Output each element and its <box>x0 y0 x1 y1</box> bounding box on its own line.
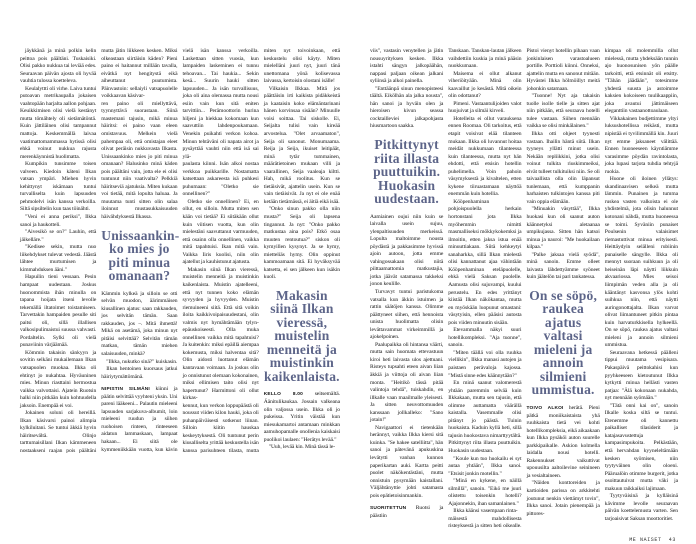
paragraph-text: Turvavyt tuntui paristukoma vatsalla kun äkkin istuimen ja rattin säätöjen kanssa. Olimme päättyneet siihen, että hennoista unista huolimatta olisin levättavammat virkeimmillä ja ajokelpoinen. <box>370 288 444 341</box>
magazine-name: ME NAISET <box>629 537 662 543</box>
paragraph-text: Ilkan hentoinen kuorsaus jatkui häiriytymättömänä. <box>101 366 178 380</box>
body-paragraph <box>527 405 600 480</box>
body-paragraph <box>370 505 443 520</box>
paragraph-text: "Palke jaksaa vielä syödä", minä sanoin. Emme olleet laivasta lähdettyämme syöneet kuin jäätelön tai pari tankatessa. <box>526 251 600 281</box>
body-paragraph <box>264 206 340 281</box>
paragraph-text: Maisema ei ollut alkanut viheriöityään. Minä olin kaavaillut jo kesästä. Mitä oikein olin odottanut? <box>448 70 522 100</box>
paragraph-text: "Aivesikö se on?" Lauhin, että jäikelläre." <box>20 229 97 243</box>
body-paragraph <box>605 350 678 403</box>
body-paragraph <box>605 493 678 523</box>
body-paragraph <box>448 116 521 199</box>
paragraph-text: jäykkänä ja minä polkin kelin peittoa pois päältäni. Tuskaisiki. Olisi pakko nukkua tai leviää edes. Seuraavan päivän ajosta oli hyvää vauhtia tulossa koetteleva. <box>20 48 97 85</box>
body-paragraph <box>448 199 521 327</box>
pull-quote: Unissaankinko mies jo piti minua omanaan? <box>101 227 180 284</box>
paragraph-text: Huone oli iloinen yllätys: skandinaavisen selkeä mutta lämmin. Punainen ja tumma ruskea vasten valkoista ei ole yhdistelmä, jota olisin halunnut kotonani nähdä, mutta huoneessa se toimi. Syväniin punaiset Poulsenin valaisimet riemastuttivat minua erityisesti. Heittäydyin selälleni rubiinin punaiselle sängylle. Ilkka oli mennyt suoraan suihkuun ja oli heiseinän läpi näytti liikkuin akvaariossa. Mies seisoi liimpimän veden alla ja oli kääntänyt kasvonsa ylös kohti suihkua niin, että näytti auringonottajalta. Ilkan varvat olivat liimantuneet pitkin pintaa kuin harvaturkkisella hylkeellä. On se söpö, raukea ajatus valtasi mieleni ja annoin silmieni ummistua. <box>604 176 678 349</box>
paragraph-text: "Minä en kykene, en näillä silmillä", sanoin. "Eikö me juuri olistettu toisenkin hotelli? Ajajonnekin, ihan samanlainen." <box>448 478 522 507</box>
body-paragraph <box>448 327 521 350</box>
body-paragraph <box>20 350 96 410</box>
body-paragraph <box>605 116 678 176</box>
body-paragraph <box>527 93 600 131</box>
body-paragraph <box>448 350 521 380</box>
body-paragraph <box>448 71 521 101</box>
paragraph-text: seitsemältä. Äänitulikaukaa. Jossain valkeana olin valjossa usein. Ilkka oli jo pukeissa. Yritin väistää kun miesukamartoi antamaan minkkan aamuhopamalle onollenia kaiskaisi puolikoi laulaen: "Herätys levää." <box>263 391 340 443</box>
body-paragraph <box>527 480 600 518</box>
paragraph-text: ren paino oli miellyttävä, tyynnyttävä suorastaan. Siinä mastemani tajusin, mikä minua häiritsi: ei paino vaan eleen omistavuus. Melkein vielä pahempaa oli, että omistajan eleet olivat peräisin nukkuvasta Ilkasta. Unissaankinko mies jo piti minua omanaan? Halusinko minä käden pois päältäni vain, jotta ele ei olisi tuntunut niin vaativalta? Pelkkiä häiritseviä ajatuksia. Miten kukaan voi tietää, mitä lopulta haluaa. Ja muutama tunti sitten olin salaa iloinnut mustasukkaisuuden häivähdyksestä Ilkassa. <box>101 100 178 221</box>
body-paragraph <box>448 48 521 71</box>
paragraph-text: viis", vastasin venytellen ja jätin nousuyrityksen kesken. Ilkka istahti sängyn jalkopäähän, nappasi paljaan oikean jalkani syliinsä ja alkoi painella. <box>370 48 444 85</box>
paragraph-text: mäisestä mahdollisesta risteyksestä ja sitten heti oikealle. Pistoi vienyt hotellin pihaan vaan jonkinlaisen varastoalueen portille. Porttioli kiinni. Onneksi, ajattelin mutta en sanonut mitään. Hyvästei Ilkka hölmöillyt meitä johonkin satamaan. <box>448 48 600 530</box>
body-paragraph <box>183 199 259 267</box>
pull-quote: Pitkittynyt riita illasta puuttuikin. Huokasin uudestaan. <box>373 137 441 207</box>
body-paragraph <box>101 291 177 359</box>
paragraph-text: "Näiden konttoreiden ja kartioiden parissa on arkkitehti joutunut nenkin viettämyt tovin", Ilkka sanoi. Jotain pienempää ja pittores- <box>526 480 600 517</box>
paragraph-text: Kumpikin tunsimme toisen valveen. Kiedoin käteni Ilkan vatsan ympäri. Miehen hyvin kehittynyt iskämaan tuntui turvalliselta kuin lapsuuden pehmolelvi isän kanssa verkoilla. Siltä sipsiltelin kun taas töinähti. <box>20 161 97 213</box>
paragraph-text: "Kedisee sekin, mutta nuo liikehdykset tulevat vedestä. Jäästä lähtee murtumisen ja kimmahduksen ääni." <box>20 244 97 273</box>
body-paragraph <box>527 252 600 282</box>
paragraph-text: Kömmin takaisin sänkyyn ja sovitin selkäni mukailemaan Ilkan vatsapuolen muokaa. Ilkka oli ehtinyt jo nukahtaa. Hyväuninen mies. Minun riasttaini hermostua vaikka valvottaisi. Ajatein Ruotsin halki niin pitkään kuin kohtuudella jaksoin. Enempää ei voi. <box>20 349 97 409</box>
paragraph-text: Vilkaisin Ilkkaa. Mitä jos päättäisin irti kaikista pidäkkeistä ja kaataisin koko elämäntarinani hänen korvinsaa sisään? Minuulle voisi soittaa. Tai siskolle. Ei, Seijalta tulisi vain kireää arvostelua. "Olet arvaamaton", Seija oli sanonut. Monumaama. Reija ja Seija, ikuiset leitipäät, minä tytär tummainen, määrätietoinen mukaan villi ja vaarallinen, Seija vaaleaja kiltti. Hah, mikä roolitus. Kun se tietäisivät, ajattelin usein. Kun se vain tietäisivät. Ja nyt ei ole enää ketään tietämässä, ei äitiä eikä isää. <box>263 85 340 205</box>
paragraph-text: "Tuonne! Nyt aja takaisin tuolle isolle tielle ja sitten ajat niin pitkään, että seuraava hotelli tulee vastaan. Siihen mennään vaikka se olisi minkälainen." <box>526 93 600 130</box>
body-paragraph <box>101 366 177 381</box>
body-paragraph <box>370 289 443 342</box>
paragraph-text: Hotelleita ei ollut varauksena ennen Roomaa. Oli tarkoitus, että etapit voisivat elää tilanteen mukaan. Ilkka oli luvannut hoitaa meidät nukkumaan tilanteessa kuin tilanteessa, mutta nyt hän ehdotti, että etsisin hotellin puhelimella. Voin pahoin väsymyksestä ja kivaltelen, etten kykene tiiruastamaan näyttöä enemmän kuin hotellia. <box>448 115 522 198</box>
paragraph-text: Aamiainen oujui niin kuin se laivalla usein sujuu, ylenpaltisuuden merkeissä. Lopulta maltoimme nousta pöydästä ja pakkasimme hyvissä ajoin autoon, jotta emme vahingossakaan olisi niitä piittaamattomia matkustajia, jotka jäävät satamassa takkeksi jonon keulille. <box>370 213 444 288</box>
paragraph-text: Seuraavana hetkessä päälleni tippui muutama vesipisara. Pakaspäivä peittokahisi kun pyyhkeeseen kietoutunut Ilkka kytkytti minua hellästi vasten patjaa: "Älä kokonaan nukahda, nyt mennään syömään." <box>604 349 678 402</box>
body-paragraph <box>370 425 443 500</box>
paragraph-text: Kämmin kylkeä ja silloin se otti selvän muodon, äärimmäisen kiusallinen ajatus: saan rakkauden, jos selvitän tämän. Saan rakkauden, jos –. Mitä ihmettä! Mikä on asetämä, joka minun nyt pitäisi selvittää? Selvitän tämän matkan, tämän miehen salaisuuden, minkä? <box>101 290 178 357</box>
left-page <box>20 48 340 456</box>
body-paragraph <box>20 214 96 229</box>
paragraph-text: "Tätä onni kai on", sanoin Ilkalle koska siltä se tuntui. Etenemme oli kannettu paikalliset tilasiderit ja katajasavustettuja kampasimpukoita. Pelkästään, että hervahdan kyyneleltämään kesken syömisen, niin tyytyväinen olin oloeni. Päärualöin otimme burgerit, jotka osoittautuivat mutta väki ja makuun raikkaiksi lajimaan. <box>604 402 678 492</box>
paragraph-text: Paalupaikka oli hintansa väärti, mutta sain huomata ettevastuun kiroi heti laivasta ulos ajettuani. Risteys tupsahti eteen aivan liian äkkiä ja viittoja oli aivan liian monta. "Heitikö tässä pitää valintoja tehdä", tuiskahdin, en illkalle vaan maailmalle yleisesti. Ja sitten neuvottomuuden kanssaan jollkalleko: "Sano jotain!" <box>370 341 444 424</box>
body-paragraph <box>20 161 96 214</box>
body-paragraph <box>264 86 340 207</box>
pull-quote: On se söpö, raukea ajatus valtasi mieleni ja annoin silmieni ummistua. <box>529 287 598 398</box>
paragraph-text: Keulalyttti oli virhe. Laiva tuntui putoavan metrikaupalla jokaisen vaahtopään harjalta aallon pohjaan. Keuikkimisen olisi vielä kestänyt mutta tömähtely oli sietämätöntä. Kuin jättiläinen olisi tampannut mattoja. Keskemmällä laivaa vaatimattomammassa hytissä olisi ehkä voinut nukkua rajusta merenkäynnistä huolimatta. <box>20 85 97 160</box>
paragraph-text: paulasta kiinni. Isän alkoi nostaa verkkoa puikkarille. Nostamatta katsettaan askareesta isä puhkesi puhumaan: "Oletko sie onnellinen?" <box>182 161 259 198</box>
paragraph-text: Tyytyväisinä ja kylläisinä kävimme levolle seuraavan päivän koettelemusta varten. Sen tarjoaisivat Saksan moottoritiet. <box>604 493 678 522</box>
paragraph-text: Tanskaan. Tanskan-lautan jälkeen vaihdettiin kuskia ja minä pääsin nuokkumaan. <box>448 48 522 70</box>
body-paragraph <box>448 456 521 479</box>
paragraph-text: Hapuilin tieni vessaan. Pesin hampaat uudestaan. Joskus huonommista ihän minulla on tapana hoijata itseni levolle tekemällä iltatoimet toistamiseen. Tarvettakin hampaiden pesulle siti paitsi oli, sillä illallisen valkosipulimaistui suussa vahvasti. Pordaltelin. Sylki oli vielä punaviinin värjäämää. <box>20 274 97 349</box>
body-paragraph <box>183 267 259 403</box>
body-paragraph <box>101 101 177 222</box>
paragraph-text: Ruotsi ja päästiin <box>370 505 444 519</box>
body-paragraph <box>370 214 443 289</box>
body-paragraph <box>605 48 678 116</box>
body-paragraph <box>370 48 443 86</box>
body-paragraph <box>183 161 259 199</box>
paragraph-text: "Koule kun tuo huokailu ei syt autaa yhtään", Ilkka sanoi. "Etsisit jonkin motellin." <box>448 455 522 477</box>
paragraph-text: Ilkka käänsi vasempaan rinta- <box>453 508 518 515</box>
body-paragraph <box>20 274 96 349</box>
paragraph-text: kennut, kun verkon loppupäästä oli noussut viiden kilon hauki, joka oli puhanpäiväisesti sotkenut liinan. Silloin kiitin hauskaa keskeytyksestä. Oli tuntunut perin kiusalliselta yrittää keskustella isän kanssa parisuhteen tilasta, mutta miten nyt toivoinkaan, että keskustelu olisi käyty. Miten mielelläni juuri nyt, juuri tänä unettomana yönä kolisevassa laivassa, kertoisin olostani isälle! <box>182 48 340 454</box>
body-paragraph <box>527 131 600 206</box>
paragraph-text: "Ilkka, nukutko sinä?" kuiskasin. <box>106 358 178 365</box>
right-page-text-flow <box>370 48 678 531</box>
body-paragraph <box>448 508 521 516</box>
run-in-heading: TOIVO ALKOI <box>526 405 564 411</box>
paragraph-text: Ilkka otti ohjeet tyynesti vastaan. Ihailin häntä siitä. Ilkan tyyneys yllätti minut usein. Nekään repliikkini, jotka olisi voinut tulkita riuskimmeiksi, eivät tulleet tulkituiksi niin. Se oli taivaallista olla olin läpansut tunlemaan, että kumppanin harhaisten tulkintojen kanssa piti vain oppia elämään. <box>526 131 600 205</box>
paragraph-text: Navigaattori ei tietenkään herännyt, vaikka Ilkka kiersi sitä kuinka. "Se hakee satelliitta", hän sanoi ja pätevänä apukuskina levätytti vanhan kunnon paperikartan auki. Kartta peitti puolet näkökentästäni, mutta onnistuin pysymään kaistallani. Väljähtänyttie johti satamasta pois epätietoisinmankin. <box>370 424 444 499</box>
run-in-heading: SUORITETTUN <box>370 506 407 512</box>
paragraph-text: Vikkakainen budjettimme yltyi luksushotellissa reikästi, mutta nipistää ei tyvilimmällä kin. Juuri nyt emme jaksaneet välittää. Ennen huoneeseen käyntiämme varasimme pöydän ravintolasta, joka lupasi tarjota tuhdia tehtyjä ruokia. <box>604 115 678 175</box>
paragraph-text: Makasin siinä Ilkan vieressä, muistelin menneitä ja muistinkin kaikenlaista. Muistin ajatelleeni, että nyt tunnen koko elämän syvyyden ja hyvyyden. Muistin riemuineeni siitä. Että sitä voikin iloita kaikkivoipaisuudestani, olin valmis nyt hymähtämään tylyn-epäuskoiseesti. Olla muka onnellinen vaikka mitä tapahtuisi? Ja kuitenkin: miksi epäillä aiempaa kokemusta, miksi halventaa sitä? Olin aidosti luottanut elämän kantavaan voimaan. Ja joskus olin jo onnistunut olemaan kokonainen, miksi ellimisen taito olisi nyt hapertunut? Harmittoni oli ollut kirkas- <box>182 266 259 402</box>
paragraph-text: Kööpenhaminan pohjoispuolella herkain hortonstani jota Ilkka myöhemmin nimitti masmalliseksi mökkykokemksi ja ilmoitin, etten jaksa istua enää minuuttiakaan. Siitä kehkeytyi sanaharkka, sillä Ilkan mielestä olisi kannattanut ajaa vähintään Kööpenhaminan eteläpuolelle, ehkä vielä Saksan puolelle. Aamusta olisi sujuvampi, kuului perustelu. En edes yrittänyt kiistää Ilkan näkökantaa, mutta en myöskään luopunut omastani: väsytyisin, ellen pääsisi autosta pois viiden minuutin sisään. <box>448 198 522 326</box>
paragraph-text: Jokainen soluni oli hereillä. Ilkan käsivarsi painoi alimpia kylkiluitani. Se tuntui äkkiä hyvin häiritsevältä. Olinjo tarttumaisillani Ilkan kämmeneen nostaakseni raajan pois päältäni mutta jätin liikkeen kesken. Miksi olkeastaan siirtäisin käden? Pieni paino ei haitannut millään tavalla, eivätkä nyt hengitystä eikä aiheuttanut puutumista. Päinvastoin: sellaiyli vatsapuolelle voikkaavan käsivar- <box>20 48 178 454</box>
body-paragraph <box>20 244 96 274</box>
body-paragraph <box>20 229 96 244</box>
body-paragraph <box>370 342 443 425</box>
body-paragraph <box>370 86 443 131</box>
paragraph-text: Pimeni. Vastaantulijoiden valot huojuivat ja silmäi kirveli. <box>448 100 522 115</box>
body-paragraph <box>605 176 678 350</box>
paragraph-text: Etevammalla näkyi suuri hotellikompleksi. "Aja tuonne", sanoin. <box>448 327 522 349</box>
body-paragraph <box>264 391 340 444</box>
paragraph-text: "Enttäänpä sinun menopisteesi täältä. Eikölhän ala jalka nousta", hän sanoi ja hyväin olen ja hieroisen kivun seassa cocktailleviei jalkapohjasta hiusmartoon saakka. <box>370 85 444 130</box>
body-paragraph <box>448 478 521 508</box>
body-paragraph <box>20 86 96 161</box>
right-page <box>370 48 678 544</box>
body-paragraph <box>101 359 177 367</box>
paragraph-text: En minä saanut valomerestä yhtään paremmin selvää kuin Ilkkakaan, mutta sen tajusin, että olimme auttamatta väärällä kaistalla. Vasemmalle olisi pitänyt jo päästä. Tuinin huokaista. Kaduin kyllä heti, sillä tajusin huokostava nimarttyytältä. Pitkittynyt riita illasta puuttuikin. Huokasin uudestaan. <box>448 380 522 454</box>
paragraph-text: Oletko sie onnellinen? Ei, en ollut, en silloin. Mutta miten sen kään voi tietää? Ei siitäkään ollut kuin viitisen vuotta, kun olin mielestäni saavuttanut varmuuden, että osainn olla onnellinen, vaikka mitä tapahtuisi. Ikan mitä vain. Vaikka Iiris kuolisi, niin olin ajatellut ja kauhistunut ajatusta. <box>182 198 259 266</box>
left-page-text-flow <box>20 48 340 456</box>
paragraph-text: "Miten täällä voi olla ruuhka viellikin", Ilkka manasi autojen ja paistaen perävaloja kajossa. "Mistä sinne edes käännytään?" <box>448 349 522 379</box>
paragraph-text: "Onko sinun pakko olla niin musta?" Seija oli lapsena tingannut. Ja nyt: "Onko pakko matkustaa aina pois? Etkö osaa muuten rentoutua?" siskon oli kymyillen kysynyt. Ja se hymy, mietteliäs hymy. Olin oppinut kammoamaan sitä. Ei hyväksyvää katsetta, ei sen jälkeen kun isäkin kuoli. <box>263 206 340 281</box>
body-paragraph <box>527 206 600 251</box>
body-paragraph <box>448 380 521 455</box>
page-folio <box>370 537 678 544</box>
run-in-heading: NIPISTIN SILMÄNI <box>101 387 150 393</box>
body-paragraph <box>448 101 521 116</box>
paragraph-text: kiinni ja päätin selvittää vyyhteni yksin. Uni pareni lääkeeni... Palautin mieleeni lapsuuden sarjakuva-albumit, loin mieleeni ruudun ja siihen ruohoisen rinteen, rinteeseen aidatun lammaskaan, lampaat hakaan... Ei siitä ole kymmeniikkään vuotta, kun kävin vielä isän kanssa verkoilla. Laskettaan sitten vuosia, kun lampaiden laskeminen ei tunnu tehoavan... Tai haukia... Sekin kesä... Suurin hauki sitten lapsuuden... Ja isän turvallisuus, joka oli aina olemassa mutta nousi esiin vain kun sitä eniten tarvittiin... Perämoottorin hurina hiljeni ja hiekkaa kokomaan kun saavuttiin lahdenpoukamaan. Venekin puikahti verkon kohoa. Minun tehtäväni oli napata airot ja pysäyttää vauhti niin että isä sai ylä- <box>101 48 259 453</box>
paragraph-text: "Veni ei anna periksi", Ilkka sanoi ja haukotteli. <box>20 214 97 228</box>
page-number: 43 <box>668 537 676 543</box>
paragraph-text: "Uuh, levää kin. Minä tässä le- <box>268 444 336 451</box>
body-paragraph <box>20 48 96 86</box>
pull-quote: Makasin siinä Ilkan vieressä, muistelin menneitä ja muistinkin kaikenlaista. <box>264 287 340 384</box>
paragraph-text: herätä. Pieni pätkä moniikaistaista yhä ruuhkaista tietä vei kohti hotellikompleksia, eikä aikaakaan kun Ilkka pysäköi auton suurelle parkkipaikalle. Askion kolmella laidalla nousi hotelli. Rakennukset vaikuttivat upouusilta aaltoilevine seinineen ja vesialtaineen. <box>526 404 600 479</box>
paragraph-text: "Minuakin väsyttää", Ilkka huokasi kun oli saanut auton käännetyksi aletaanaa umpikujassa. Sitten hän katsoi minua ja nauroi: "Me huokailaan kilpaa." <box>526 206 600 251</box>
body-paragraph <box>264 444 340 452</box>
body-paragraph <box>605 403 678 494</box>
paragraph-text: kimpaa oli molemmilla ollut mielessä, mutta yhdeksään tunnin ajo huonosunisen yön päälle tarkoitti, että etsinnät oli etsitty. "Tähän jäädään", totesimme yhdestä suusta ja astoimme kaksien kokoiseen tuulikaappiin, joka avautui jättimäiseen eleganttiin vastaanottoaulaan. <box>604 48 678 115</box>
run-in-heading: KELLO 8.00 <box>263 392 304 398</box>
